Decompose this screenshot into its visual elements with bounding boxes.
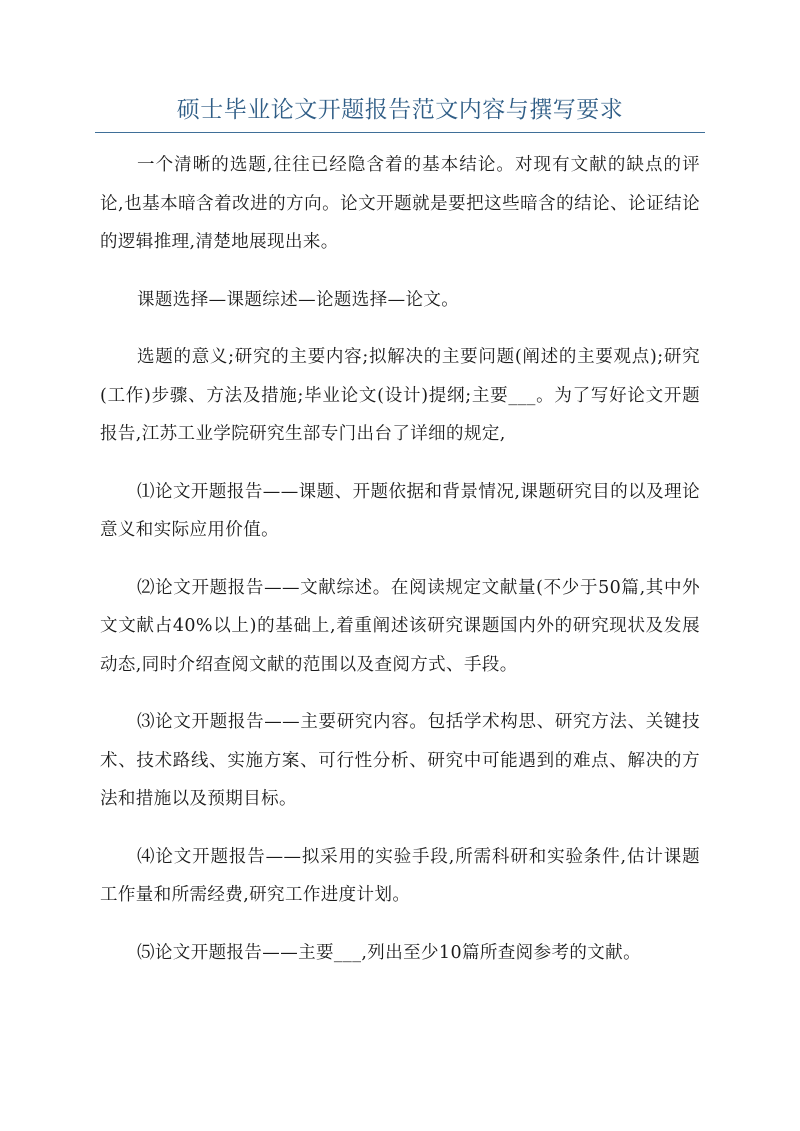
paragraph-item-2: ⑵论文开题报告——文献综述。在阅读规定文献量(不少于50篇,其中外文文献占40%以上)的基础上,着重阐述该研究课题国内外的研究现状及发展动态,同时介绍查阅文献的范围以及查阅方式、手段。 xyxy=(100,577,700,675)
paragraph-item-1: ⑴论文开题报告——课题、开题依据和背景情况,课题研究目的以及理论意义和实际应用价值。 xyxy=(100,481,700,540)
paragraph-process: 课题选择—课题综述—论题选择—论文。 xyxy=(137,289,460,310)
document-title: 硕士毕业论文开题报告范文内容与撰写要求 xyxy=(176,97,624,123)
paragraph-intro: 一个清晰的选题,往往已经隐含着的基本结论。对现有文献的缺点的评论,也基本暗含着改进的方向。论文开题就是要把这些暗含的结论、论证结论的逻辑推理,清楚地展现出来。 xyxy=(100,155,700,252)
paragraph-item-5: ⑸论文开题报告——主要___,列出至少10篇所查阅参考的文献。 xyxy=(137,942,641,963)
paragraph-item-3: ⑶论文开题报告——主要研究内容。包括学术构思、研究方法、关键技术、技术路线、实施方案、可行性分析、研究中可能遇到的难点、解决的方法和措施以及预期目标。 xyxy=(100,712,700,809)
document-body xyxy=(100,146,700,991)
paragraph-item-4: ⑷论文开题报告——拟采用的实验手段,所需科研和实验条件,估计课题工作量和所需经费,研究工作进度计划。 xyxy=(100,846,700,905)
title-divider xyxy=(95,132,705,133)
paragraph-contents: 选题的意义;研究的主要内容;拟解决的主要问题(阐述的主要观点);研究(工作)步骤、方法及措施;毕业论文(设计)提纲;主要___。为了写好论文开题报告,江苏工业学院研究生部专门出台了详细的规定, xyxy=(100,347,700,444)
